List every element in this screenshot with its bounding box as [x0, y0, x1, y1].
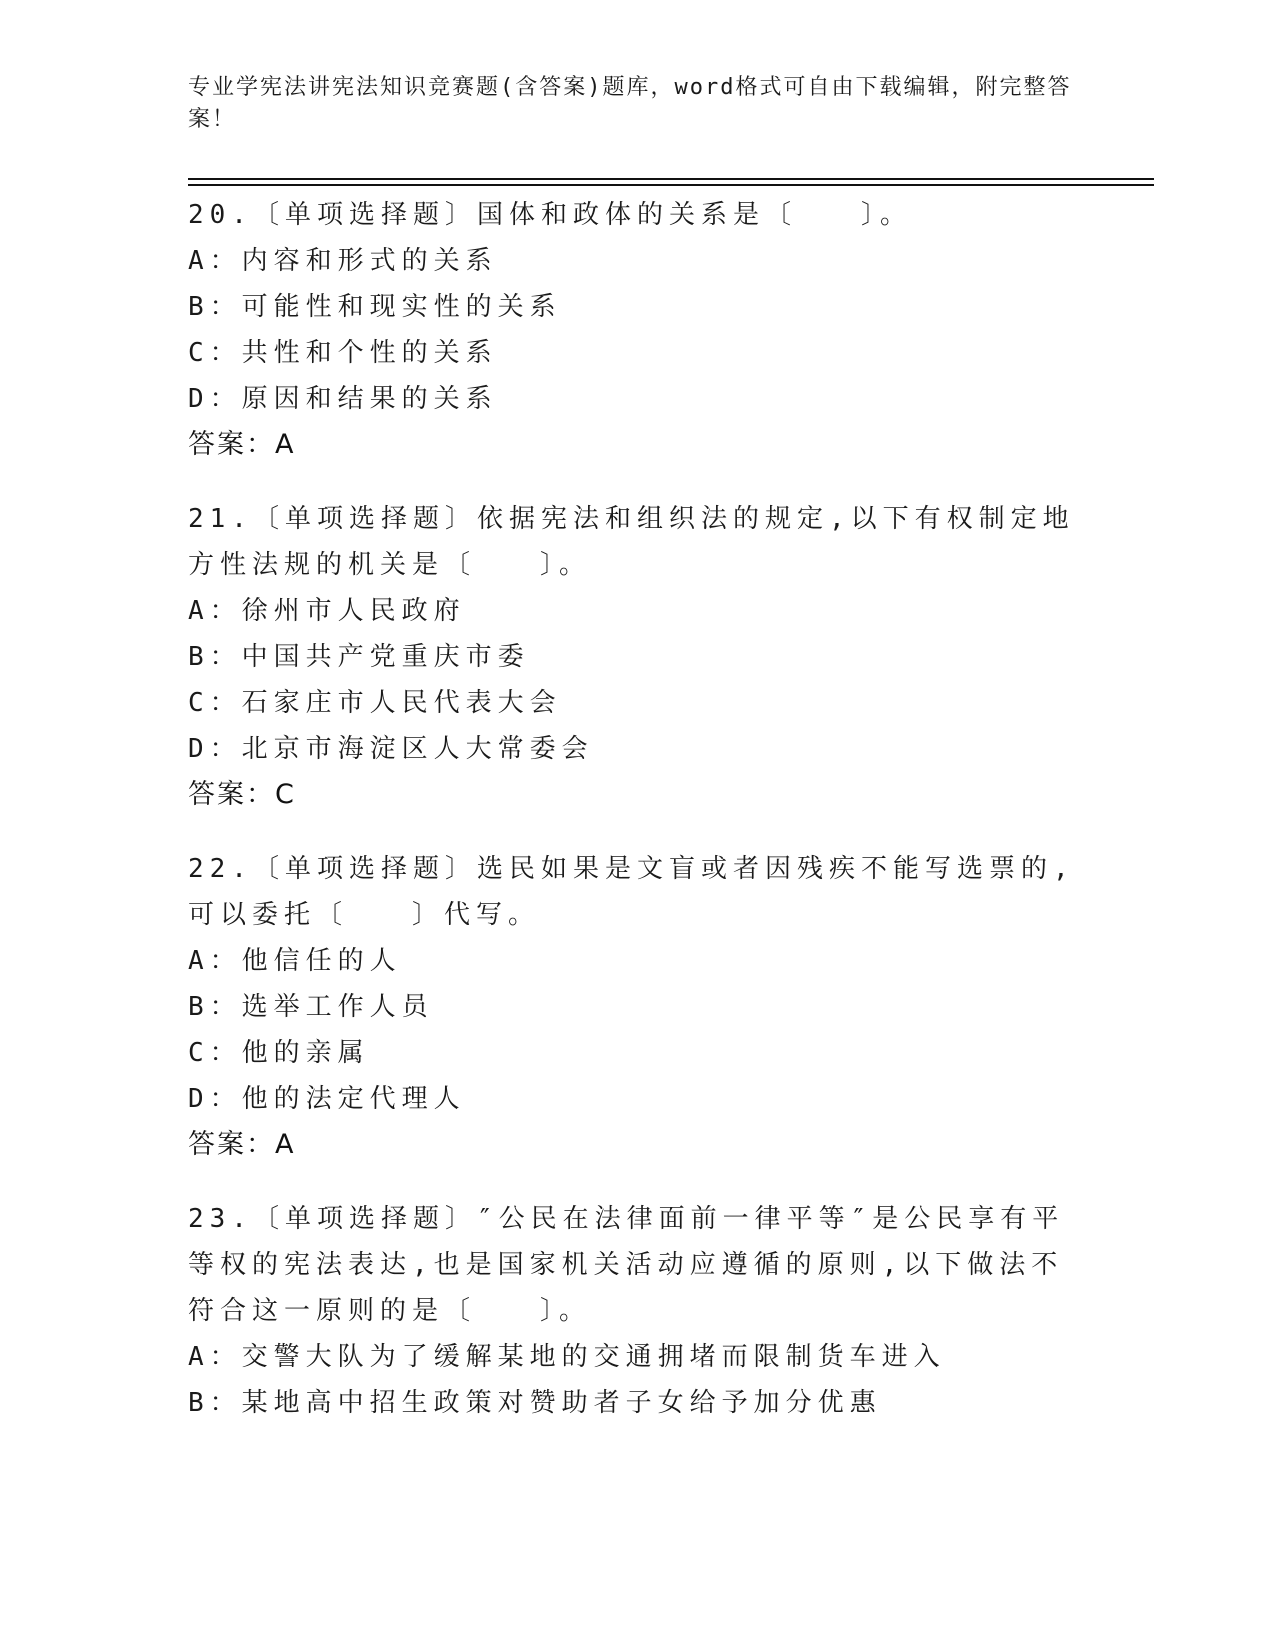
option-a: A：他信任的人 [188, 946, 402, 976]
option-d: D：北京市海淀区人大常委会 [188, 734, 594, 764]
question-23 [188, 1196, 1088, 1426]
question-20 [188, 192, 1088, 468]
option-b: B：选举工作人员 [188, 992, 434, 1022]
question-21 [188, 496, 1088, 818]
option-b: B：中国共产党重庆市委 [188, 642, 530, 672]
header-rule-top [188, 178, 1154, 180]
question-stem: 22.〔单项选择题〕选民如果是文盲或者因残疾不能写选票的,可以委托〔 〕代写。 [188, 854, 1075, 930]
option-c: C：石家庄市人民代表大会 [188, 688, 562, 718]
option-d: D：他的法定代理人 [188, 1084, 466, 1114]
question-stem: 20.〔单项选择题〕国体和政体的关系是〔 〕。 [188, 200, 912, 230]
answer-line: 答案：A [188, 429, 296, 460]
question-stem: 21.〔单项选择题〕依据宪法和组织法的规定,以下有权制定地方性法规的机关是〔 〕。 [188, 504, 1075, 580]
option-c: C：他的亲属 [188, 1038, 370, 1068]
option-b: B：可能性和现实性的关系 [188, 292, 562, 322]
option-a: A：交警大队为了缓解某地的交通拥堵而限制货车进入 [188, 1342, 946, 1372]
question-list [188, 192, 1088, 1454]
question-22 [188, 846, 1088, 1168]
option-d: D：原因和结果的关系 [188, 384, 498, 414]
option-a: A：徐州市人民政府 [188, 596, 466, 626]
document-header: 专业学宪法讲宪法知识竞赛题(含答案)题库，word格式可自由下载编辑，附完整答案！ [188, 75, 1072, 132]
answer-line: 答案：A [188, 1129, 296, 1160]
option-c: C：共性和个性的关系 [188, 338, 498, 368]
question-stem: 23.〔单项选择题〕″公民在法律面前一律平等″是公民享有平等权的宪法表达,也是国家机关活动应遵循的原则,以下做法不符合这一原则的是〔 〕。 [188, 1204, 1065, 1326]
option-a: A：内容和形式的关系 [188, 246, 498, 276]
answer-line: 答案：C [188, 779, 296, 810]
header-rule-bottom [188, 184, 1154, 186]
option-b: B：某地高中招生政策对赞助者子女给予加分优惠 [188, 1388, 882, 1418]
